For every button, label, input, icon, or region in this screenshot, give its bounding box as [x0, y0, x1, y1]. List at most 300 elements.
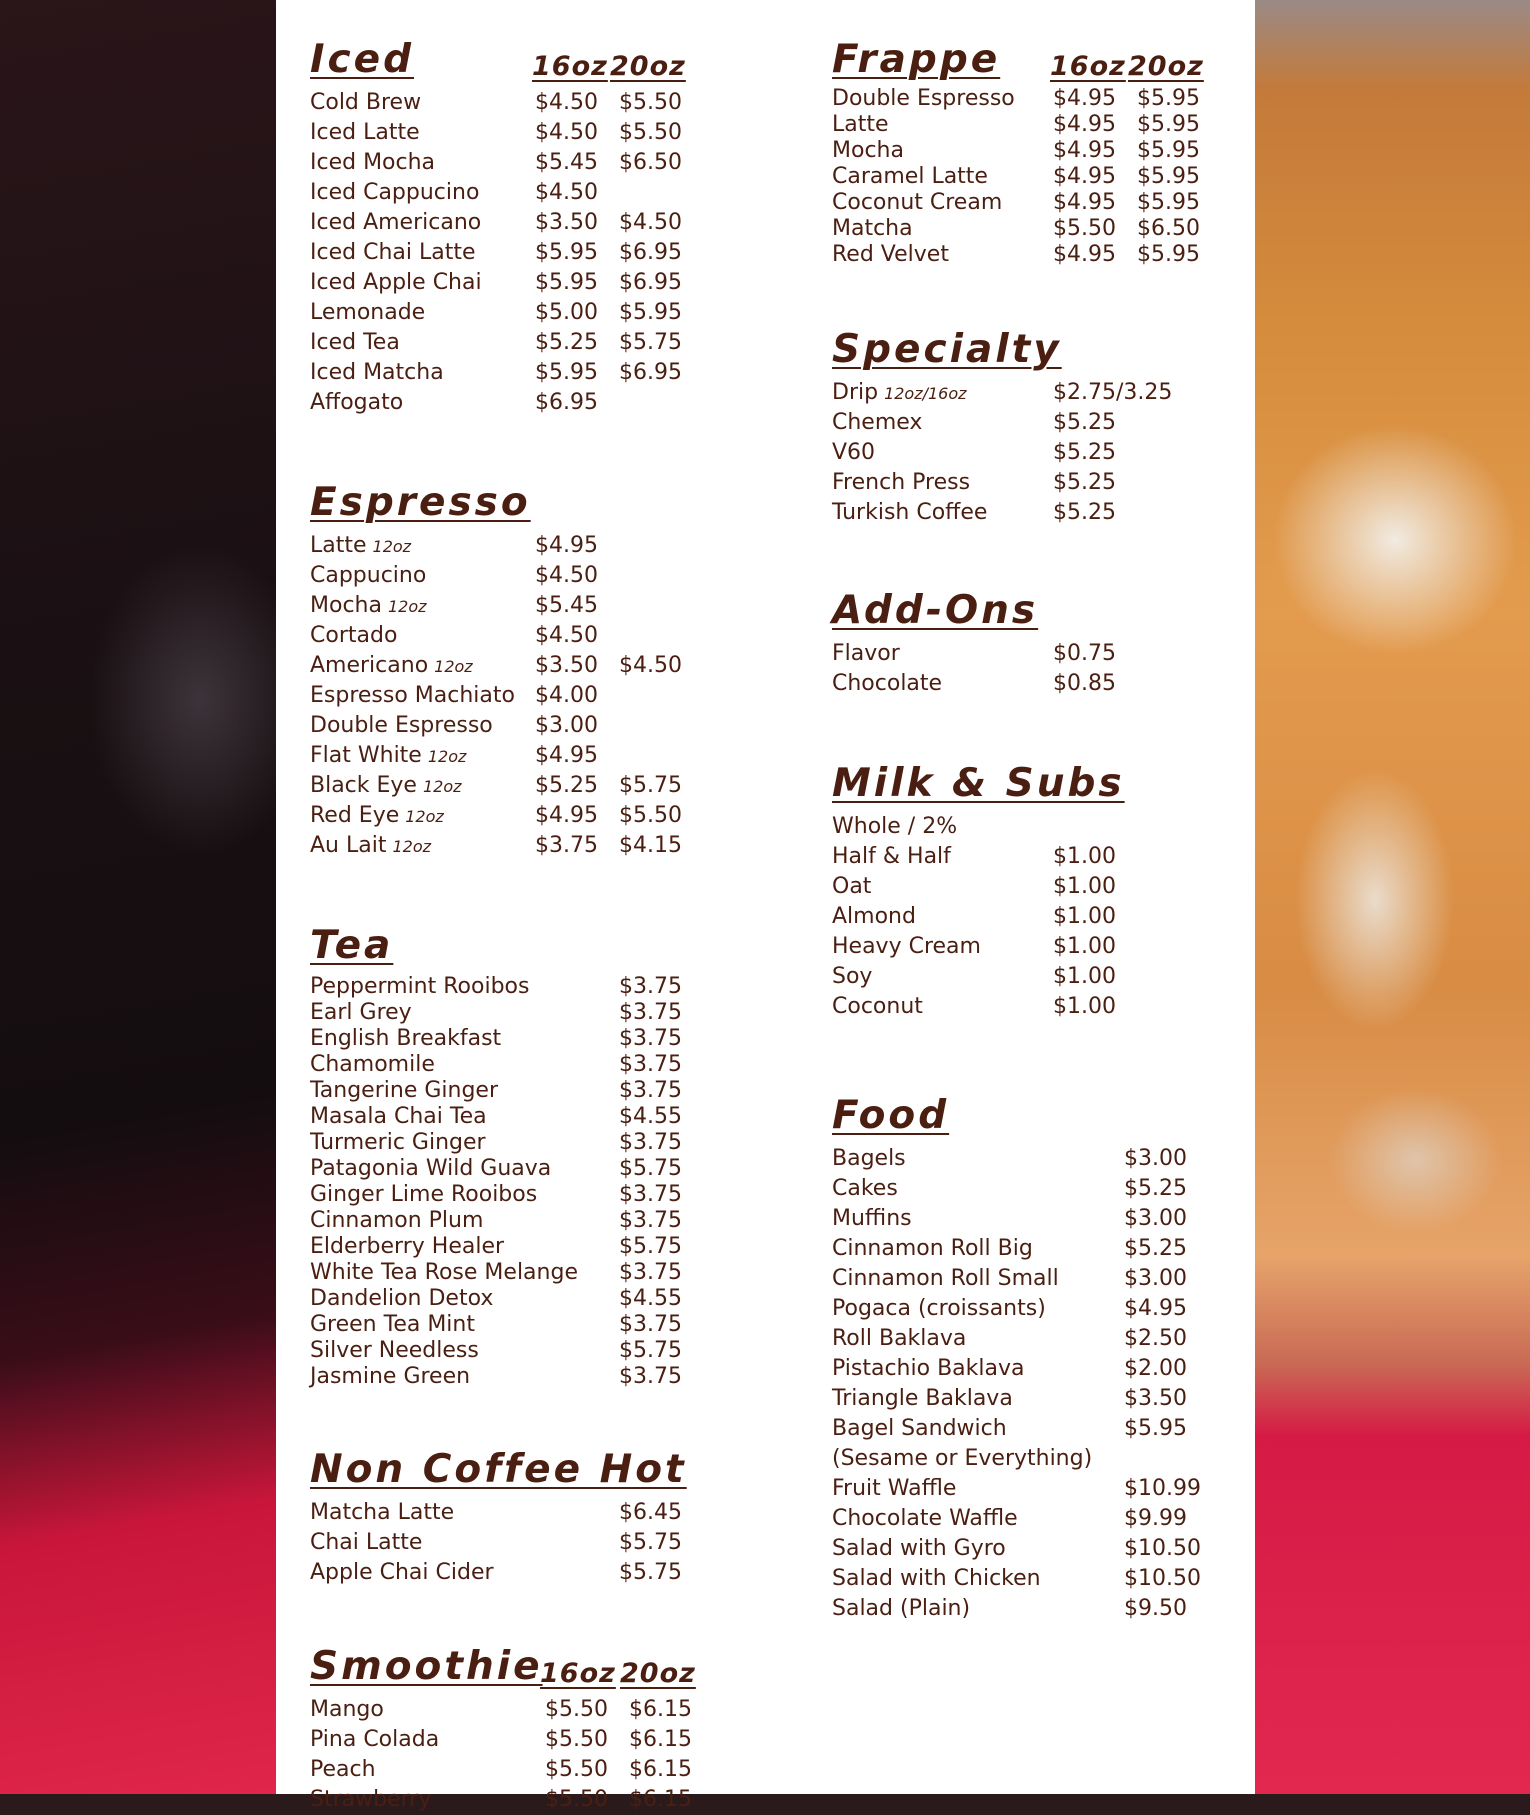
price-20oz: $6.50	[1137, 216, 1200, 241]
item-name	[310, 621, 397, 651]
item-name	[310, 88, 421, 118]
price-16oz: $4.95	[1053, 164, 1116, 189]
menu-item-row	[832, 812, 1232, 842]
item-name-text: Oat	[832, 874, 872, 899]
item-name-text: Peppermint Rooibos	[310, 974, 530, 999]
section-title: Tea	[310, 923, 394, 968]
menu-item-row	[310, 621, 730, 651]
item-name-text: Mocha	[832, 138, 904, 163]
menu-item-row	[310, 1755, 730, 1785]
price: $1.00	[1053, 994, 1116, 1019]
item-name	[832, 812, 957, 842]
price: $9.99	[1124, 1506, 1187, 1531]
section-title: Iced	[310, 37, 414, 82]
item-name-text: Iced Tea	[310, 330, 400, 355]
price-16oz: $5.95	[535, 240, 598, 265]
price: $3.75	[619, 1130, 682, 1155]
size-header-20oz: 20oz	[1128, 51, 1204, 82]
menu-item-row	[832, 408, 1232, 438]
item-name-text: Cakes	[832, 1176, 898, 1201]
price-primary: $5.45	[535, 593, 598, 618]
price-primary: $5.25	[535, 773, 598, 798]
menu-item-row	[310, 591, 730, 621]
menu-item-row	[310, 1026, 730, 1052]
section-iced	[310, 38, 730, 418]
item-name	[832, 639, 900, 669]
menu-item-row	[310, 1498, 730, 1528]
item-name-text: Bagel Sandwich	[832, 1416, 1007, 1441]
item-name-text: Peach	[310, 1757, 376, 1782]
item-name-text: Latte	[310, 533, 367, 558]
item-size-note: 12oz/16oz	[884, 384, 967, 403]
item-name-text: Cappucino	[310, 563, 427, 588]
price: $3.75	[619, 1260, 682, 1285]
price-16oz: $4.95	[1053, 190, 1116, 215]
price: $3.75	[619, 974, 682, 999]
item-name-text: Chocolate	[832, 671, 943, 696]
item-name	[832, 1264, 1059, 1294]
price: $0.85	[1053, 671, 1116, 696]
item-name-text: French Press	[832, 470, 971, 495]
menu-item-row	[832, 378, 1232, 408]
item-name-text: Ginger Lime Rooibos	[310, 1182, 538, 1207]
section-title: Frappe	[832, 37, 1001, 82]
item-name	[310, 208, 481, 238]
price-20oz: $6.95	[619, 240, 682, 265]
price: $1.00	[1053, 874, 1116, 899]
item-name	[832, 842, 951, 872]
item-name-text: Salad with Chicken	[832, 1566, 1041, 1591]
menu-item-row	[832, 1504, 1232, 1534]
item-name	[310, 1498, 454, 1528]
item-name	[832, 112, 889, 138]
menu-item-row	[310, 1156, 730, 1182]
item-name-text: Triangle Baklava	[832, 1386, 1013, 1411]
item-name-text: Matcha	[832, 216, 913, 241]
item-name-text: Bagels	[832, 1146, 906, 1171]
price-16oz: $4.50	[535, 90, 598, 115]
menu-item-row	[310, 531, 730, 561]
item-name	[310, 711, 493, 741]
price-16oz: $4.50	[535, 120, 598, 145]
item-name	[310, 358, 444, 388]
item-name	[310, 1695, 384, 1725]
item-name	[832, 1234, 1033, 1264]
item-name	[310, 268, 482, 298]
item-name-text: Iced Apple Chai	[310, 270, 482, 295]
price-primary: $4.95	[535, 533, 598, 558]
item-name-text: Masala Chai Tea	[310, 1104, 487, 1129]
price-secondary: $5.75	[619, 773, 682, 798]
item-name	[310, 741, 466, 772]
item-name-text: Muffins	[832, 1206, 912, 1231]
item-name	[832, 468, 970, 498]
item-name-text: Cortado	[310, 623, 398, 648]
item-name	[310, 1364, 470, 1390]
item-name	[832, 86, 1015, 112]
size-header-16oz: 16oz	[532, 51, 608, 82]
item-name-text: Roll Baklava	[832, 1326, 967, 1351]
menu-item-row	[310, 238, 730, 268]
item-name	[832, 378, 967, 409]
item-name	[310, 974, 529, 1000]
menu-item-row	[310, 1078, 730, 1104]
price: $5.25	[1053, 410, 1116, 435]
item-name	[310, 1725, 439, 1755]
price: $3.75	[619, 1026, 682, 1051]
menu-item-row	[832, 1564, 1232, 1594]
price-20oz: $5.75	[619, 330, 682, 355]
menu-item-row	[310, 1234, 730, 1260]
price: $10.50	[1124, 1536, 1201, 1561]
price: $10.50	[1124, 1566, 1201, 1591]
item-name	[832, 1324, 966, 1354]
menu-item-row	[310, 88, 730, 118]
menu-item-row	[832, 1594, 1232, 1624]
price: $3.00	[1124, 1266, 1187, 1291]
item-name	[310, 1052, 435, 1078]
menu-item-row	[832, 242, 1232, 268]
item-name	[832, 408, 922, 438]
price-20oz: $5.95	[1137, 164, 1200, 189]
menu-item-row	[310, 178, 730, 208]
menu-item-row	[832, 438, 1232, 468]
item-name	[832, 669, 942, 699]
item-name-text: Black Eye	[310, 773, 417, 798]
menu-item-row	[310, 328, 730, 358]
price-20oz: $6.15	[629, 1697, 692, 1722]
menu-item-row	[310, 801, 730, 831]
item-size-note: 12oz	[372, 537, 412, 556]
price: $5.25	[1124, 1176, 1187, 1201]
price: $5.75	[619, 1560, 682, 1585]
item-name-text: Apple Chai Cider	[310, 1560, 494, 1585]
price: $10.99	[1124, 1476, 1201, 1501]
menu-item-row	[310, 268, 730, 298]
item-name-text: Espresso Machiato	[310, 683, 515, 708]
menu-item-row	[832, 138, 1232, 164]
item-name-text: Chemex	[832, 410, 923, 435]
price: $9.50	[1124, 1596, 1187, 1621]
price-16oz: $5.95	[535, 360, 598, 385]
item-name	[832, 1534, 1006, 1564]
price-20oz: $5.50	[619, 90, 682, 115]
size-header-20oz: 20oz	[620, 1658, 696, 1689]
price-16oz: $5.25	[535, 330, 598, 355]
item-name-text: Turkish Coffee	[832, 500, 988, 525]
price-secondary: $4.15	[619, 833, 682, 858]
item-name-text: Coconut Cream	[832, 190, 1003, 215]
menu-item-row	[832, 962, 1232, 992]
price: $5.25	[1053, 440, 1116, 465]
size-header-16oz: 16oz	[540, 1658, 616, 1689]
menu-item-row	[310, 974, 730, 1000]
item-name-text: Caramel Latte	[832, 164, 988, 189]
item-name	[832, 164, 988, 190]
menu-item-row	[310, 298, 730, 328]
item-name-text: Jasmine Green	[310, 1364, 471, 1389]
item-name-text: Turmeric Ginger	[310, 1130, 486, 1155]
item-name	[310, 148, 435, 178]
price: $3.75	[619, 1312, 682, 1337]
item-name-text: Fruit Waffle	[832, 1476, 957, 1501]
price-16oz: $4.95	[1053, 138, 1116, 163]
item-name	[310, 801, 444, 832]
item-name	[310, 591, 427, 622]
item-name	[832, 242, 949, 268]
item-name-text: Silver Needless	[310, 1338, 479, 1363]
menu-item-row	[832, 112, 1232, 138]
price-20oz: $6.95	[619, 270, 682, 295]
price: $5.25	[1053, 470, 1116, 495]
menu-item-row	[832, 1414, 1232, 1444]
price: $3.00	[1124, 1146, 1187, 1171]
item-name-text: Patagonia Wild Guava	[310, 1156, 552, 1181]
item-name-text: Whole / 2%	[832, 814, 958, 839]
item-name	[310, 1078, 498, 1104]
menu-item-row	[832, 842, 1232, 872]
section-title: Non Coffee Hot	[310, 1447, 687, 1492]
menu-item-row	[832, 498, 1232, 528]
price-16oz: $4.95	[1053, 86, 1116, 111]
price-20oz: $6.95	[619, 360, 682, 385]
price-primary: $4.50	[535, 623, 598, 648]
menu-item-row	[310, 1785, 730, 1815]
item-name	[832, 1294, 1046, 1324]
menu-item-row	[310, 831, 730, 861]
price: $3.50	[1124, 1386, 1187, 1411]
item-name	[310, 561, 426, 591]
item-name	[310, 1260, 578, 1286]
menu-item-row	[310, 1558, 730, 1588]
item-name	[832, 1564, 1041, 1594]
item-name	[310, 118, 420, 148]
item-name	[832, 932, 981, 962]
price-16oz: $5.50	[545, 1757, 608, 1782]
item-name	[832, 992, 923, 1022]
price: $5.75	[619, 1156, 682, 1181]
menu-item-row	[832, 932, 1232, 962]
item-name	[310, 1785, 431, 1815]
section-specialty	[832, 328, 1232, 528]
menu-item-row	[310, 1286, 730, 1312]
item-name-text: Dandelion Detox	[310, 1286, 494, 1311]
item-name-text: Cold Brew	[310, 90, 422, 115]
item-name-text: White Tea Rose Melange	[310, 1260, 578, 1285]
item-size-note: 12oz	[434, 657, 473, 676]
price: $6.45	[619, 1500, 682, 1525]
item-name-text: Chocolate Waffle	[832, 1506, 1018, 1531]
price: $2.50	[1124, 1326, 1187, 1351]
menu-item-row	[832, 872, 1232, 902]
menu-item-row	[832, 639, 1232, 669]
item-name-text: Iced Mocha	[310, 150, 436, 175]
menu-item-row	[832, 468, 1232, 498]
price: $4.95	[1124, 1296, 1187, 1321]
item-name	[310, 1182, 537, 1208]
item-name	[310, 771, 462, 802]
size-header-16oz: 16oz	[1050, 51, 1126, 82]
price-20oz: $6.15	[629, 1727, 692, 1752]
item-name	[832, 438, 875, 468]
price: $5.75	[619, 1338, 682, 1363]
item-name	[832, 190, 1002, 216]
price-primary: $3.00	[535, 713, 598, 738]
item-name	[832, 1444, 1092, 1474]
item-name	[832, 1594, 970, 1624]
menu-item-row	[310, 651, 730, 681]
price: $2.75/3.25	[1053, 380, 1173, 405]
price: $5.75	[619, 1530, 682, 1555]
item-name	[310, 328, 400, 358]
section-title: Add-Ons	[832, 588, 1039, 633]
item-name-text: Red Velvet	[832, 242, 949, 267]
item-name-text: Chamomile	[310, 1052, 435, 1077]
item-name-text: Iced Latte	[310, 120, 420, 145]
item-name-text: Iced Americano	[310, 210, 482, 235]
price-secondary: $5.50	[619, 803, 682, 828]
section-frappe	[832, 38, 1232, 268]
price-16oz: $5.50	[1053, 216, 1116, 241]
price: $3.75	[619, 1000, 682, 1025]
item-name	[310, 1558, 494, 1588]
price-primary: $4.95	[535, 803, 598, 828]
menu-item-row	[832, 1324, 1232, 1354]
item-name-text: Pistachio Baklava	[832, 1356, 1025, 1381]
menu-item-row	[310, 771, 730, 801]
menu-item-row	[832, 902, 1232, 932]
section-food	[832, 1094, 1232, 1624]
menu-item-row	[832, 669, 1232, 699]
price-20oz: $5.50	[619, 120, 682, 145]
menu-item-row	[310, 208, 730, 238]
price-16oz: $4.95	[1053, 112, 1116, 137]
item-name	[310, 1156, 551, 1182]
menu-item-row	[832, 1444, 1232, 1474]
menu-item-row	[832, 216, 1232, 242]
item-name-text: Double Espresso	[310, 713, 493, 738]
price-secondary: $4.50	[619, 653, 682, 678]
price: $3.75	[619, 1364, 682, 1389]
item-name-text: Mango	[310, 1697, 384, 1722]
section-title: Smoothie	[310, 1644, 543, 1689]
section-smoothie	[310, 1645, 730, 1815]
item-name-text: Mocha	[310, 593, 382, 618]
menu-item-row	[310, 1130, 730, 1156]
item-name-text: Coconut	[832, 994, 923, 1019]
item-name	[310, 651, 473, 682]
item-name-text: Affogato	[310, 390, 404, 415]
item-name	[832, 1414, 1007, 1444]
price-16oz: $3.50	[535, 210, 598, 235]
item-name	[832, 962, 872, 992]
item-name	[832, 872, 871, 902]
item-name-text: Tangerine Ginger	[310, 1078, 498, 1103]
item-name-text: (Sesame or Everything)	[832, 1446, 1093, 1471]
section-milk-subs	[832, 762, 1232, 1022]
item-name	[310, 1208, 483, 1234]
item-name-text: Double Espresso	[832, 86, 1015, 111]
menu-item-row	[832, 190, 1232, 216]
price-16oz: $5.50	[545, 1697, 608, 1722]
item-name-text: Iced Cappucino	[310, 180, 480, 205]
item-name	[310, 1755, 376, 1785]
menu-item-row	[832, 1264, 1232, 1294]
price-20oz: $6.15	[629, 1757, 692, 1782]
menu-item-row	[310, 1364, 730, 1390]
menu-item-row	[832, 1174, 1232, 1204]
price-20oz: $5.95	[1137, 242, 1200, 267]
item-size-note: 12oz	[392, 837, 432, 856]
item-name	[310, 1286, 493, 1312]
menu-item-row	[310, 1338, 730, 1364]
section-add-ons	[832, 589, 1232, 699]
menu-item-row	[310, 681, 730, 711]
price: $5.95	[1124, 1416, 1187, 1441]
menu-item-row	[310, 741, 730, 771]
price-20oz: $5.95	[1137, 112, 1200, 137]
item-name	[310, 531, 411, 562]
section-title: Food	[832, 1093, 950, 1138]
item-name-text: Salad with Gyro	[832, 1536, 1006, 1561]
price-20oz: $6.50	[619, 150, 682, 175]
item-name-text: Cinnamon Roll Big	[832, 1236, 1033, 1261]
menu-item-row	[310, 711, 730, 741]
price-20oz: $4.50	[619, 210, 682, 235]
price: $2.00	[1124, 1356, 1187, 1381]
item-name	[832, 1354, 1024, 1384]
price: $3.75	[619, 1208, 682, 1233]
menu-item-row	[832, 1474, 1232, 1504]
item-name-text: Green Tea Mint	[310, 1312, 475, 1337]
menu-item-row	[832, 1234, 1232, 1264]
menu-item-row	[832, 1144, 1232, 1174]
item-name-text: Flavor	[832, 641, 900, 666]
item-name-text: English Breakfast	[310, 1026, 502, 1051]
menu-item-row	[310, 1695, 730, 1725]
price-20oz: $5.95	[619, 300, 682, 325]
item-name-text: Americano	[310, 653, 429, 678]
item-name-text: Almond	[832, 904, 916, 929]
menu-item-row	[832, 992, 1232, 1022]
menu-item-row	[310, 1052, 730, 1078]
section-espresso	[310, 481, 730, 861]
item-name-text: Cinnamon Roll Small	[832, 1266, 1059, 1291]
price: $5.25	[1053, 500, 1116, 525]
menu-item-row	[832, 1534, 1232, 1564]
section-tea	[310, 924, 730, 1390]
menu-item-row	[310, 388, 730, 418]
item-name-text: Iced Chai Latte	[310, 240, 476, 265]
price-16oz: $5.45	[535, 150, 598, 175]
item-size-note: 12oz	[405, 807, 444, 826]
price: $3.75	[619, 1182, 682, 1207]
item-name	[832, 498, 987, 528]
price-16oz: $5.50	[545, 1787, 608, 1812]
menu-item-row	[310, 1260, 730, 1286]
item-name	[310, 1130, 486, 1156]
price-16oz: $6.95	[535, 390, 598, 415]
price: $3.75	[619, 1052, 682, 1077]
size-header-20oz: 20oz	[610, 51, 686, 82]
item-name-text: V60	[832, 440, 876, 465]
item-name-text: Pina Colada	[310, 1727, 440, 1752]
item-name-text: Strawberry	[310, 1787, 432, 1812]
menu-item-row	[310, 1182, 730, 1208]
price-primary: $4.00	[535, 683, 598, 708]
item-name-text: Salad (Plain)	[832, 1596, 971, 1621]
item-name	[310, 1026, 501, 1052]
